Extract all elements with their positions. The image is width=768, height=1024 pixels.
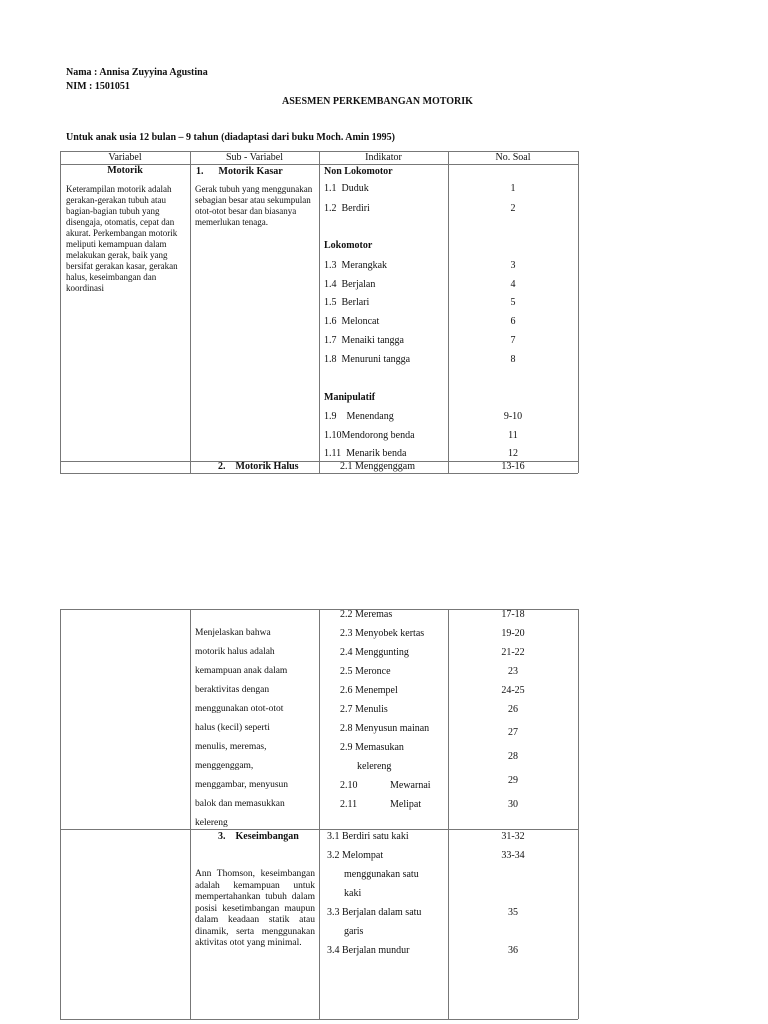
motorik-halus-desc-line: balok dan memasukkan	[195, 799, 285, 809]
question-number: 11	[508, 430, 518, 441]
indicator-text: 2.5 Meronce	[340, 666, 391, 677]
group-manipulatif: Manipulatif	[324, 392, 376, 403]
motorik-halus-desc-line: Menjelaskan bahwa	[195, 628, 271, 638]
motorik-halus-desc-line: menggunakan otot-otot	[195, 704, 284, 714]
motorik-halus-desc-line: halus (kecil) seperti	[195, 723, 270, 733]
indicator-text: 2.10	[340, 780, 358, 791]
indicator-text: 1.7 Menaiki tangga	[324, 335, 404, 346]
variable-name: Motorik	[107, 165, 143, 176]
motorik-halus-desc-line: kelereng	[195, 818, 228, 828]
indicator-text: 2.8 Menyusun mainan	[340, 723, 430, 734]
motorik-kasar-description: Gerak tubuh yang menggunakan sebagian besar atau sekumpulan otot-otot besar dan biasanya memerlukan tenaga.	[195, 184, 313, 227]
question-number: 17-18	[501, 609, 525, 620]
indicator-text-continued: garis	[344, 926, 364, 937]
question-number: 21-22	[501, 647, 525, 658]
question-number: 3	[510, 260, 516, 271]
indicator-text: 2.4 Menggunting	[340, 647, 409, 658]
indicator-text: 2.2 Meremas	[340, 609, 393, 620]
motorik-halus-desc-line: motorik halus adalah	[195, 647, 275, 657]
indicator-text: 1.1 Duduk	[324, 183, 369, 194]
indicator-text: 2.7 Menulis	[340, 704, 388, 715]
page-title: ASESMEN PERKEMBANGAN MOTORIK	[282, 96, 473, 107]
header-indikator: Indikator	[365, 152, 402, 163]
group-lokomotor: Lokomotor	[324, 240, 373, 251]
question-number: 12	[508, 448, 518, 459]
question-number: 19-20	[501, 628, 525, 639]
question-number: 23	[508, 666, 518, 677]
indicator-text-name: Melipat	[390, 799, 422, 810]
motorik-halus-desc-line: beraktivitas dengan	[195, 685, 270, 695]
group-non-lokomotor: Non Lokomotor	[324, 166, 393, 177]
question-number: 9-10	[503, 411, 523, 422]
indicator-text: 1.11 Menarik benda	[324, 448, 407, 459]
motorik-halus-desc-line: menulis, meremas,	[195, 742, 267, 752]
question-number: 28	[508, 751, 518, 762]
question-number: 8	[510, 354, 516, 365]
student-name: Nama : Annisa Zuyyina Agustina	[66, 67, 208, 78]
question-number: 29	[508, 775, 518, 786]
question-number: 35	[508, 907, 518, 918]
indicator-text: 2.11	[340, 799, 358, 810]
table-caption: Untuk anak usia 12 bulan – 9 tahun (diadaptasi dari buku Moch. Amin 1995)	[66, 132, 395, 143]
motorik-halus-desc-line: kemampuan anak dalam	[195, 666, 288, 676]
motorik-halus-desc-line: menggambar, menyusun	[195, 780, 289, 790]
question-number: 36	[508, 945, 518, 956]
keseimbangan-description: Ann Thomson, keseimbangan adalah kemampuan untuk mempertahankan tubuh dalam posisi kesetimbangan maupun dalam keadaan statik atau dinamik, serta menggunakan aktivitas otot yang minimal.	[195, 869, 315, 948]
indicator-text-continued: kaki	[344, 888, 362, 899]
indicator-text-name: Mewarnai	[390, 780, 431, 791]
indicator-text: 3.2 Melompat	[327, 850, 384, 861]
question-number: 7	[510, 335, 516, 346]
indicator-text: 1.2 Berdiri	[324, 203, 370, 214]
indicator-text: 2.6 Menempel	[340, 685, 398, 696]
question-number: 5	[510, 297, 516, 308]
header-sub-variabel: Sub - Variabel	[225, 152, 284, 163]
indicator-text: 1.3 Merangkak	[324, 260, 388, 271]
question-number: 33-34	[501, 850, 525, 861]
indicator-text: 1.8 Menuruni tangga	[324, 354, 411, 365]
indicator-text: 1.6 Meloncat	[324, 316, 380, 327]
indicator-text: 1.9 Menendang	[324, 411, 394, 422]
question-number: 2	[510, 203, 516, 214]
question-number: 27	[508, 727, 518, 738]
sub-variable-motorik-kasar: 1. Motorik Kasar	[196, 166, 283, 177]
question-number: 31-32	[501, 831, 525, 842]
indicator-text: 3.4 Berjalan mundur	[327, 945, 410, 956]
indicator-text-continued: kelereng	[357, 761, 392, 772]
question-number: 24-25	[501, 685, 525, 696]
indicator-text: 2.9 Memasukan	[340, 742, 404, 753]
question-number: 13-16	[501, 461, 525, 472]
indicator-text: 1.5 Berlari	[324, 297, 370, 308]
indicator-text-continued: menggunakan satu	[344, 869, 419, 880]
question-number: 26	[508, 704, 518, 715]
question-number: 4	[510, 279, 516, 290]
indicator-text: 1.10Mendorong benda	[324, 430, 415, 441]
indicator-text: 2.1 Menggenggam	[340, 461, 415, 472]
indicator-text: 2.3 Menyobek kertas	[340, 628, 425, 639]
header-variabel: Variabel	[108, 152, 142, 163]
indicator-text: 3.3 Berjalan dalam satu	[327, 907, 422, 918]
sub-variable-motorik-halus: 2. Motorik Halus	[218, 461, 299, 472]
indicator-text: 3.1 Berdiri satu kaki	[327, 831, 409, 842]
motorik-halus-desc-line: menggenggam,	[195, 761, 254, 771]
question-number: 6	[510, 316, 516, 327]
question-number: 30	[508, 799, 518, 810]
question-number: 1	[510, 183, 516, 194]
variable-description: Keterampilan motorik adalah gerakan-gerakan tubuh atau bagian-bagian tubuh yang disengaja, otomatis, cepat dan akurat. Perkembangan motorik meliputi kemampuan dalam melakukan gerak, baik yang bersifat gerakan kasar, gerakan halus, keseimbangan dan koordinasi	[66, 184, 178, 293]
sub-variable-keseimbangan: 3. Keseimbangan	[218, 831, 299, 842]
student-nim: NIM : 1501051	[66, 81, 130, 92]
indicator-text: 1.4 Berjalan	[324, 279, 376, 290]
header-no-soal: No. Soal	[495, 152, 531, 163]
